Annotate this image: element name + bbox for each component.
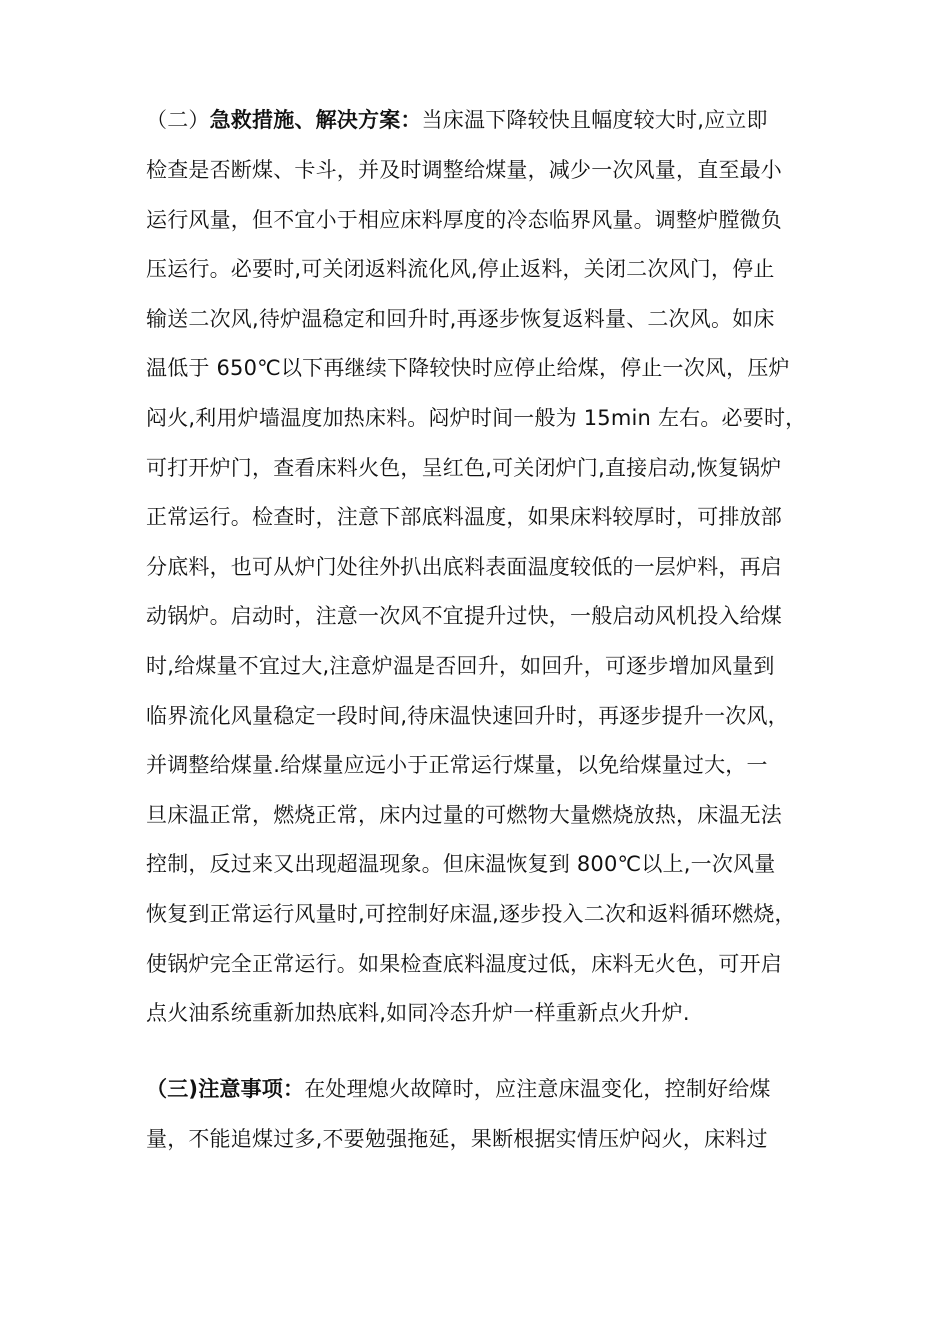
section2-line: 旦床温正常，燃烧正常，床内过量的可燃物大量燃烧放热，床温无法 [146,803,782,827]
section2-line: 正常运行。检查时，注意下部底料温度，如果床料较厚时，可排放部 [146,505,782,529]
section3-line: 量，不能追煤过多,不要勉强拖延，果断根据实情压炉闷火，床料过 [146,1127,768,1151]
section2-first-line [146,105,768,135]
section3-heading: （三)注意事项： [146,1077,305,1101]
section2-line: 控制，反过来又出现超温现象。但床温恢复到 800℃以上,一次风量 [146,852,776,876]
section2-heading: 急救措施、解决方案： [209,108,422,132]
section3-first-line [146,1074,771,1104]
section2-first-line-text: 当床温下降较快且幅度较大时,应立即 [421,108,768,132]
section2-line: 可打开炉门，查看床料火色，呈红色,可关闭炉门,直接启动,恢复锅炉 [146,456,782,480]
section2-line: 动锅炉。启动时，注意一次风不宜提升过快，一般启动风机投入给煤 [146,604,782,628]
section2-line: 压运行。必要时,可关闭返料流化风,停止返料，关闭二次风门，停止 [146,257,775,281]
section2-line: 温低于 650℃以下再继续下降较快时应停止给煤，停止一次风，压炉 [146,356,790,380]
section2-prefix: （二） [146,108,210,132]
section2-line: 运行风量，但不宜小于相应床料厚度的冷态临界风量。调整炉膛微负 [146,208,782,232]
section2-line: 使锅炉完全正常运行。如果检查底料温度过低，床料无火色，可开启 [146,952,782,976]
section2-line: 分底料，也可从炉门处往外扒出底料表面温度较低的一层炉料，再启 [146,555,782,579]
section3-first-line-text: 在处理熄火故障时，应注意床温变化，控制好给煤 [304,1077,771,1101]
section2-line: 输送二次风,待炉温稳定和回升时,再逐步恢复返料量、二次风。如床 [146,307,775,331]
section2-line: 临界流化风量稳定一段时间,待床温快速回升时，再逐步提升一次风， [146,704,789,728]
section2-line: 恢复到正常运行风量时,可控制好床温,逐步投入二次和返料循环燃烧， [146,902,796,926]
section2-line: 检查是否断煤、卡斗，并及时调整给煤量，减少一次风量，直至最小 [146,158,782,182]
section2-line: 点火油系统重新加热底料,如同冷态升炉一样重新点火升炉. [146,1001,690,1025]
section2-line: 并调整给煤量.给煤量应远小于正常运行煤量，以免给煤量过大，一 [146,753,768,777]
section2-line: 闷火,利用炉墙温度加热床料。闷炉时间一般为 15min 左右。必要时， [146,406,807,430]
section2-line: 时,给煤量不宜过大,注意炉温是否回升，如回升，可逐步增加风量到 [146,654,775,678]
